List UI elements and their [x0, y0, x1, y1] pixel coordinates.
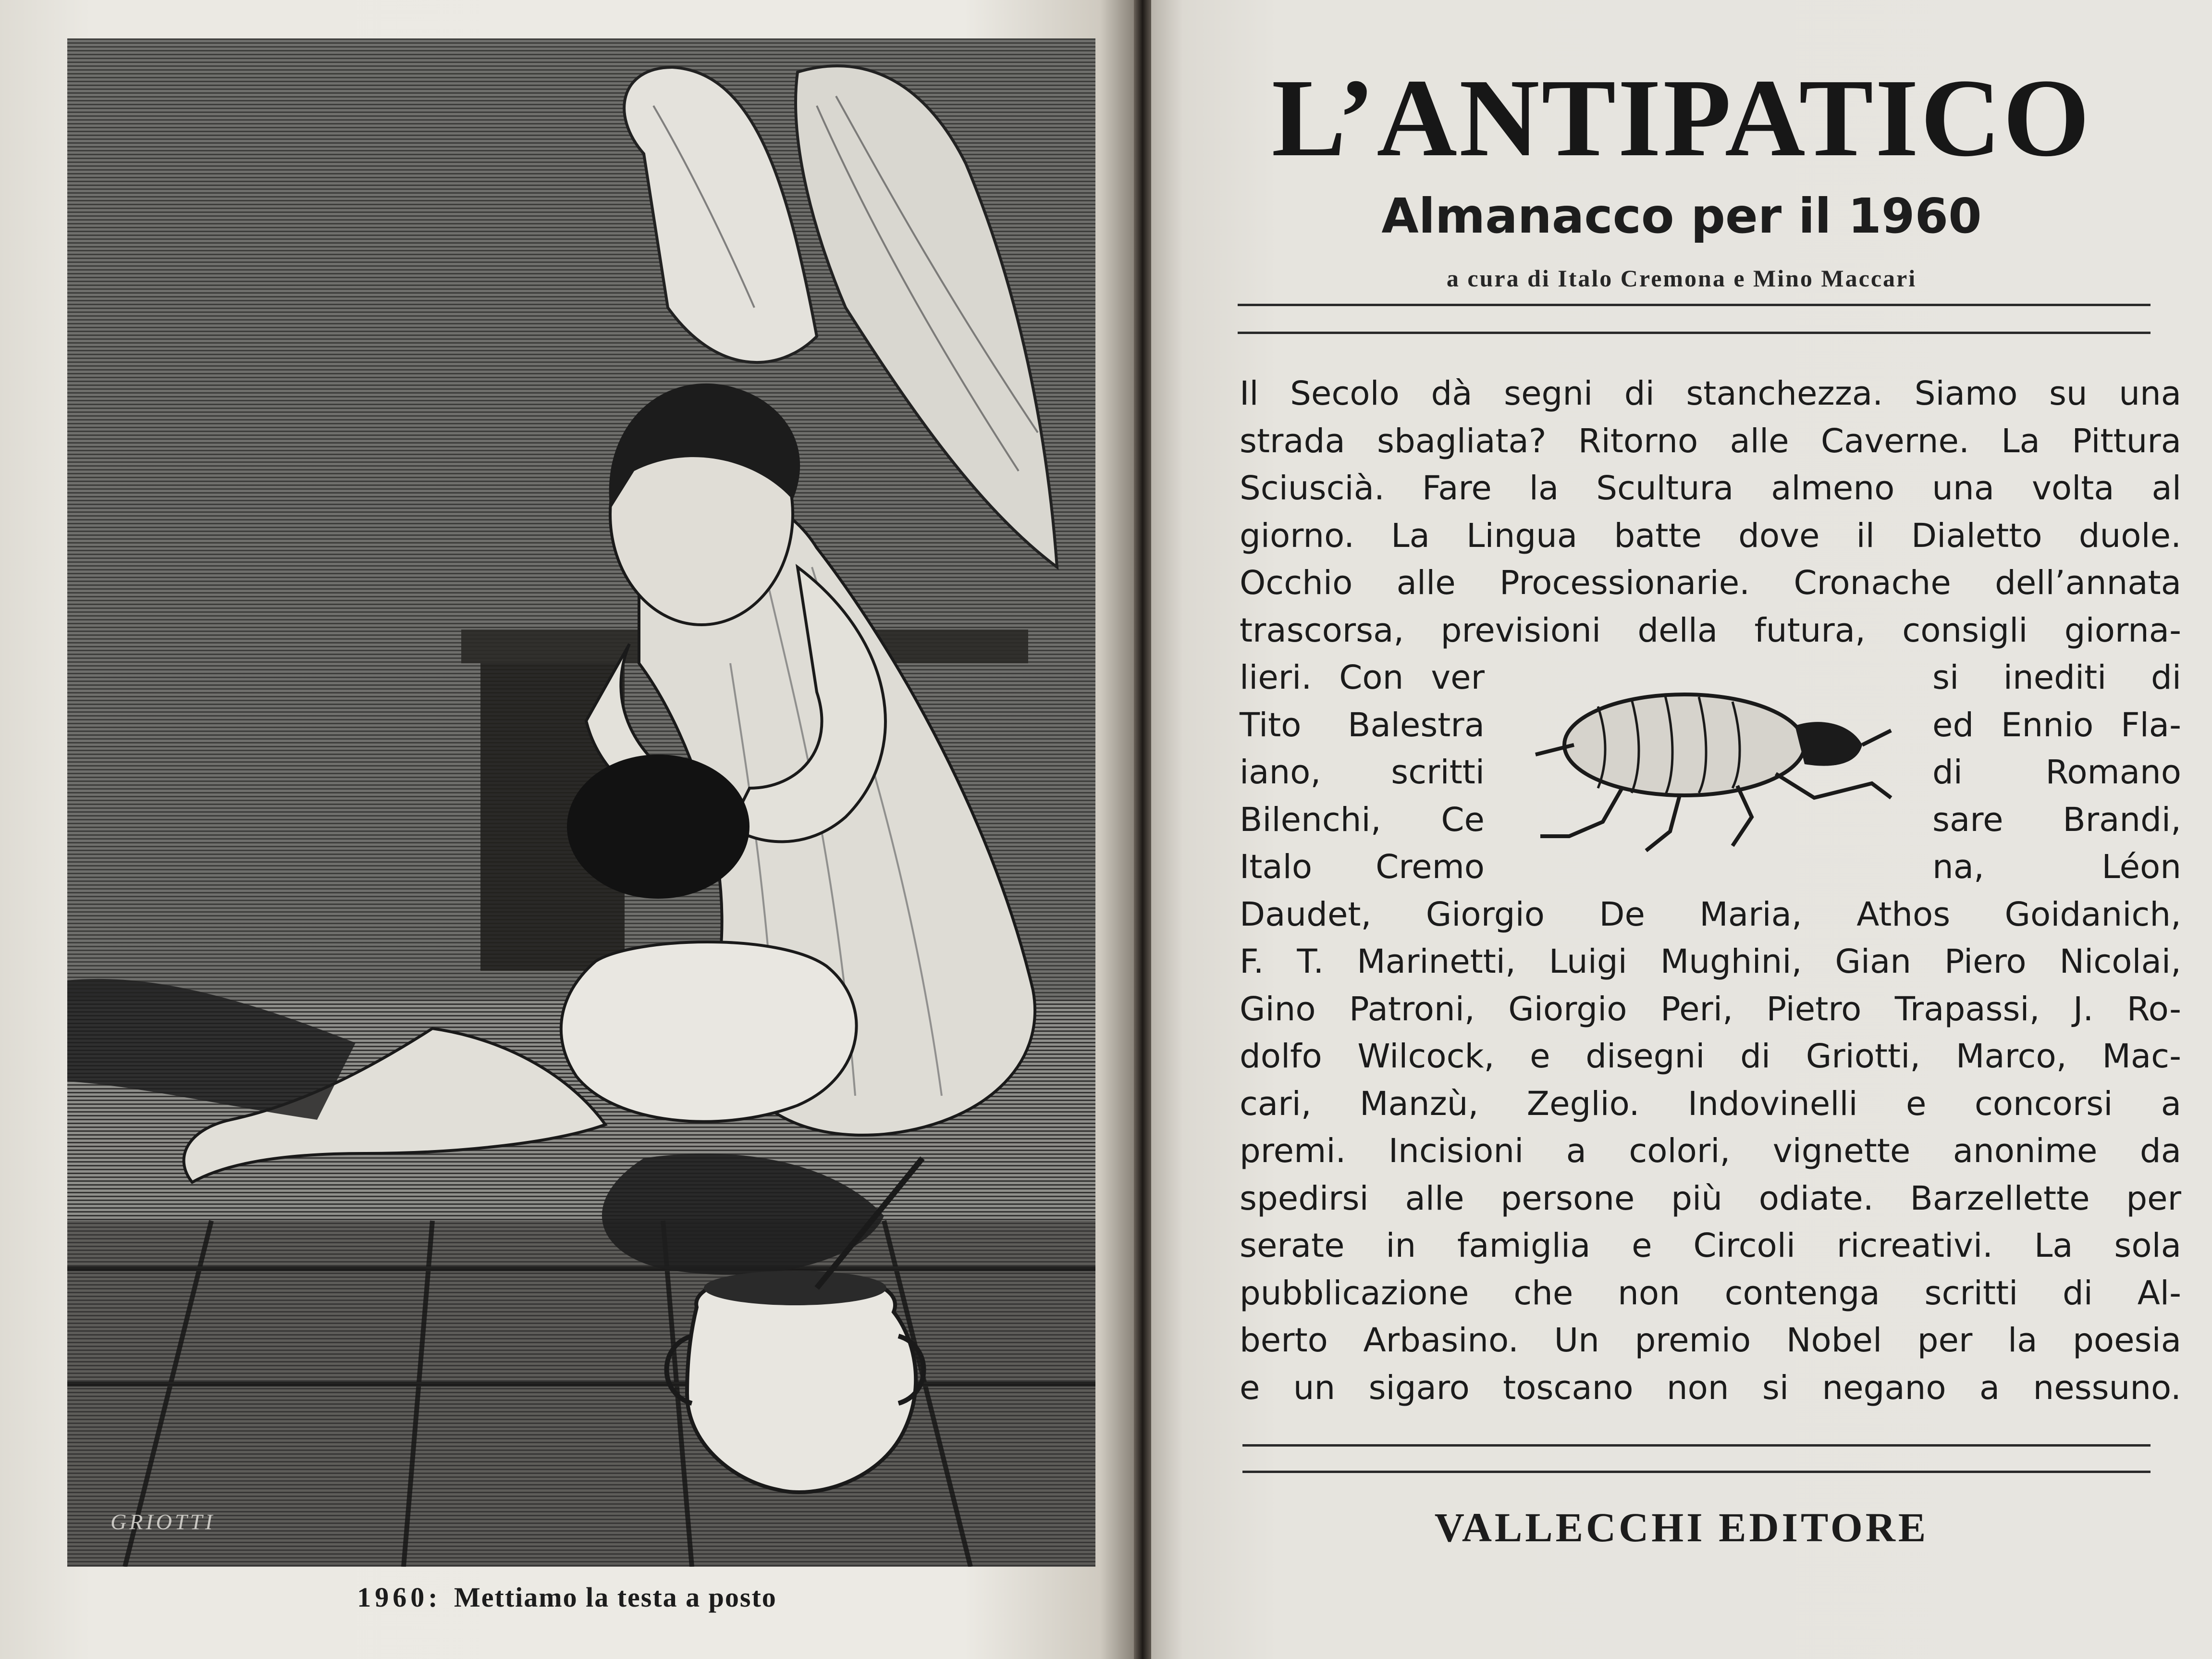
- blurb-text: [1240, 370, 2181, 1411]
- blurb-split-right: si inediti di: [1932, 658, 2181, 697]
- blurb-split-right: di Romano: [1932, 753, 2181, 792]
- blurb-split-right: sare Brandi,: [1932, 800, 2181, 839]
- blurb-split-right: na, Léon: [1932, 848, 2181, 886]
- blurb-line: pubblicazione che non contenga scritti di Al-: [1240, 1274, 2181, 1312]
- blurb-split-right: ed Ennio Fla-: [1932, 706, 2181, 744]
- blurb-line: berto Arbasino. Un premio Nobel per la poesia: [1240, 1321, 2181, 1360]
- publisher-name: VALLECCHI EDITORE: [1434, 1504, 1929, 1550]
- blurb-lines-after: [1240, 891, 2181, 1412]
- blurb-line: F. T. Marinetti, Luigi Mughini, Gian Piero Nicolai,: [1240, 942, 2181, 981]
- book-subtitle: Almanacco per il 1960: [1381, 188, 1982, 244]
- blurb-split-left: Tito Balestra: [1240, 706, 1485, 744]
- blurb-split-left: Italo Cremo: [1240, 848, 1485, 886]
- blurb-split-left: Bilenchi, Ce: [1240, 800, 1485, 839]
- angel-engraving-illustration: [67, 38, 1095, 1567]
- illustration-signature: GRIOTTI: [111, 1510, 216, 1534]
- blurb-line: serate in famiglia e Circoli ricreativi. La sola: [1240, 1226, 2181, 1265]
- bottom-rule-2: [1242, 1471, 2151, 1473]
- blurb-line: e un sigaro toscano non si negano a nessuno.: [1240, 1368, 2181, 1407]
- engraving-drawing: [67, 38, 1095, 1567]
- bottom-rule-1: [1242, 1444, 2151, 1447]
- blurb-line: trascorsa, previsioni della futura, consigli giorna-: [1240, 611, 2181, 650]
- blurb-line: spedirsi alle persone più odiate. Barzellette per: [1240, 1179, 2181, 1218]
- blurb-line: Daudet, Giorgio De Maria, Athos Goidanich,: [1240, 895, 2181, 934]
- blurb-line: Sciuscià. Fare la Scultura almeno una volta al: [1240, 469, 2181, 508]
- blurb-lines-before: [1240, 370, 2181, 654]
- book-title: L’ANTIPATICO: [1271, 56, 2092, 180]
- top-rule-1: [1238, 304, 2151, 306]
- blurb-split-left: iano, scritti: [1240, 753, 1485, 792]
- blurb-line: premi. Incisioni a colori, vignette anonime da: [1240, 1132, 2181, 1170]
- blurb-line: giorno. La Lingua batte dove il Dialetto duole.: [1240, 516, 2181, 555]
- blurb-line: dolfo Wilcock, e disegni di Griotti, Marco, Mac-: [1240, 1037, 2181, 1076]
- illustration-caption: [0, 1581, 1134, 1613]
- blurb-line: Il Secolo dà segni di stanchezza. Siamo su una: [1240, 374, 2181, 413]
- caption-year: 1960:: [357, 1582, 442, 1613]
- caption-text: Mettiamo la testa a posto: [454, 1582, 777, 1613]
- book-spine: [1134, 0, 1151, 1659]
- blurb-line: cari, Manzù, Zeglio. Indovinelli e concorsi a: [1240, 1084, 2181, 1123]
- top-rule-2: [1238, 332, 2151, 334]
- blurb-line: Occhio alle Processionarie. Cronache dell’annata: [1240, 564, 2181, 602]
- blurb-line: strada sbagliata? Ritorno alle Caverne. La Pittura: [1240, 421, 2181, 460]
- blurb-line: Gino Patroni, Giorgio Peri, Pietro Trapassi, J. Ro-: [1240, 990, 2181, 1028]
- editors-credit: a cura di Italo Cremona e Mino Maccari: [1446, 265, 1917, 292]
- blurb-split-left: lieri. Con ver: [1240, 658, 1485, 697]
- flea-icon: [1526, 673, 1896, 860]
